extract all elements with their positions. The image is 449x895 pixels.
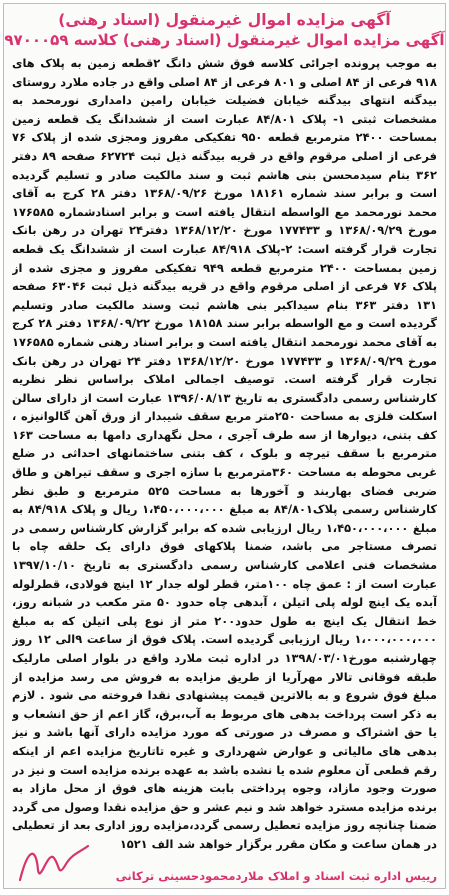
signature-mark	[14, 840, 94, 886]
notice-body-paragraph: به موجب پرونده اجرائی کلاسه فوق شش دانگ ۲قطعه زمین به پلاک های ۹۱۸ فرعی از ۸۴ اصلی و ۸۰۱ فرعی از ۸۴ اصلی واقع در جاده ملارد روستای بیدگنه انتهای بیدگنه خیابان فضیلت خیابان رامین دامداری نورمحمد به مشخصات ثبتی ۱- پلاک ۸۴/۸۰۱ عبارت است از ششدانگ یک قطعه زمین بمساحت ۲۴۰۰ مترمربع قطعه ۹۵۰ تفکیکی مفروز ومجزی شده از پلاک ۷۶ فرعی از اصلی مرقوم واقع در قریه بیدگنه ذیل ثبت ۶۲۷۲۴ صفحه ۸۹ دفتر ۳۶۲ بنام سیدمحسن بنی هاشم ثبت و سند مالکیت صادر و تسلیم گردیده است و برابر سند شماره ۱۸۱۶۱ مورخ ۱۳۶۸/۰۹/۲۶ دفتر ۲۸ کرج به آقای محمد نورمحمد مع الواسطه انتقال یافته است و برابر اسنادشماره ۱۷۶۵۸۵ مورخ ۱۳۶۸/۰۹/۲۹ و ۱۷۷۴۳۳ مورخ ۱۳۶۸/۱۲/۲۰ دفتر۲۴ تهران در رهن بانک تجارت قرار گرفته است: ۲-پلاک ۸۴/۹۱۸ عبارت است از ششدانگ یک قطعه زمین بمساحت ۲۴۰۰ مترمربع قطعه ۹۴۹ تفکیکی مفروز و مجزی شده از پلاک ۷۶ فرعی از اصلی مرقوم واقع در قریه بیدگنه ذیل ثبت ۶۳۰۴۶ صفحه ۱۳۱ دفتر ۳۶۳ بنام سیداکبر بنی هاشم ثبت وسند مالکیت صادر وتسلیم گردیده است و مع الواسطه برابر سند ۱۸۱۵۸ مورخ ۱۳۶۸/۰۹/۲۲ دفتر ۲۸ کرج به آقای محمد نورمحمد انتقال یافته است و برابر اسناد رهنی شماره ۱۷۶۵۸۵ مورخ ۱۳۶۸/۰۹/۲۹ و ۱۷۷۴۳۳ مورخ ۱۳۶۸/۱۲/۲۰ دفتر ۲۴ تهران در رهن بانک تجارت قرار گرفته است. توصیف اجمالی املاک براساس نظر نظریه کارشناس رسمی دادگستری به تاریخ ۱۳۹۶/۰۸/۱۳ عبارت است از دارای سالن اسکلت فلزی به مساحت ۲۵۰متر مربع سقف شیبدار از ورق آهن گالوانیزه ، کف بتنی، دیوارها از سه طرف آجری ، محل نگهداری دامها به مساحت ۱۶۳ مترمربع با سقف تیرچه و بلوک ، کف بتنی ساختمانهای احداثی در ضلع غربی محوطه به مساحت ۳۶۰مترمربع با سازه اجری و سقف تیراهن و طاق ضربی فضای بهاربند و آخورها به مساحت ۵۲۵ مترمربع و طبق نظر کارشناس رسمی پلاک۸۴/۸۰۱ به مبلغ ۱،۴۵۰،۰۰۰،۰۰۰ ریال و پلاک ۸۴/۹۱۸ به مبلغ ۱،۴۵۰،۰۰۰،۰۰۰ ریال ارزیابی شده که برابر گزارش کارشناس رسمی در تصرف مستاجر می باشد، ضمنا پلاکهای فوق دارای یک حلقه چاه با مشخصات فنی اعلامی کارشناس رسمی دادگستری به تاریخ ۱۳۹۷/۱۰/۱۰ عبارت است از : عمق چاه ۱۰۰متر، قطر لوله جدار ۱۲ اینچ فولادی، قطرلوله آبده یک اینچ لوله پلی اتیلن ، آبدهی چاه حدود ۵۰ متر مکعب در شبانه روز، خط انتقال یک اینچ به طول حدود۲۰۰ متر از نوع پلی اتیلن که به مبلغ ۱،۰۰۰،۰۰۰،۰۰۰ ریال ارزیابی گردیده است. پلاک فوق از ساعت ۹الی ۱۲ روز چهارشنبه مورخ۱۳۹۸/۰۳/۰۱ در اداره ثبت ملارد واقع در بلوار اصلی مارلیک طبقه فوقانی تالار مهرآریا از طریق مزایده به فروش می رسد مزایده از مبلغ فوق شروع و به بالاترین قیمت پیشنهادی نقدا فروخته می شود . لازم به ذکر است پرداخت بدهی های مربوط به آب،برق، گاز اعم از حق انشعاب و یا حق اشتراک و مصرف در صورتی که مورد مزایده دارای آنها باشد و نیز بدهی های مالیاتی و عوارض شهرداری و غیره تاتاریخ مزایده اعم از اینکه رقم قطعی آن معلوم شده یا نشده باشد به عهده برنده مزایده است و نیز در صورت وجود مازاد، وجوه پرداختی بابت هزینه های فوق از محل مازاد به برنده مزایده مسترد خواهد شد و نیم عشر و حق مزایده نقدا وصول می گردد ضمنا چنانچه روز مزایده تعطیل رسمی گردد،مزایده روز اداری بعد از تعطیلی در همان ساعت و مکان مقرر برگزار خواهد شد الف ۱۵۲۱	[12, 56, 437, 851]
notice-page	[3, 3, 446, 889]
notice-header	[4, 4, 445, 50]
notice-body	[12, 54, 437, 866]
notice-footer-signatory: رییس اداره ثبت اسناد و املاک ملاردمحمودحسینی ترکانی	[115, 869, 437, 883]
notice-subtitle: آگهی مزایده اموال غیرمنقول (اسناد رهنی) کلاسه ۹۷۰۰۰۵۹	[4, 31, 445, 49]
notice-title: آگهی مزایده اموال غیرمنقول (اسناد رهنی)	[58, 11, 391, 29]
